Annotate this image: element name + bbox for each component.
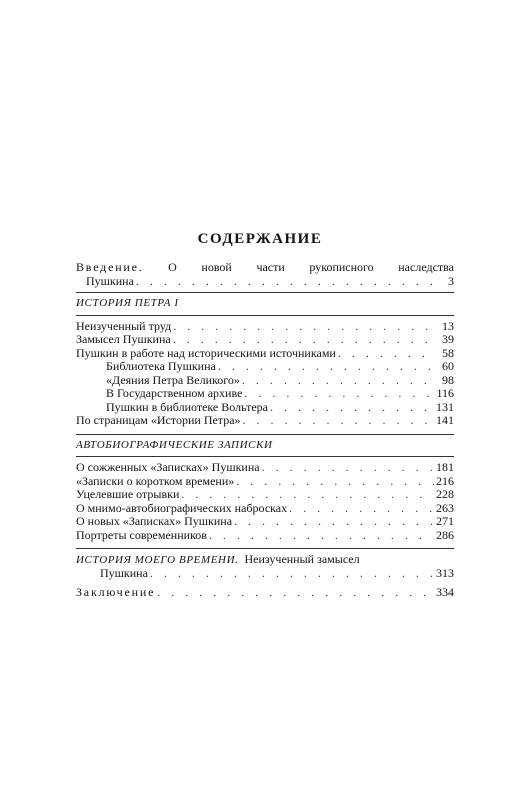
toc-entry-label: По страницам «Истории Петра» [76,413,241,427]
section-heading: ИСТОРИЯ МОЕГО ВРЕМЕНИ. [76,554,239,566]
leader-dots [243,414,434,428]
toc-entry[interactable] [76,320,454,334]
toc-entry-page: 141 [436,413,454,427]
toc-entry-page: 216 [436,473,454,488]
toc-entry-page: 116 [436,386,454,400]
toc-entry-page: 313 [436,565,454,580]
toc-entry-label: Пушкина [86,273,134,288]
leader-dots [242,374,434,388]
toc-entry-page: 98 [442,372,454,387]
toc-entry-label: Неизученный труд [76,318,172,333]
leader-dots [338,347,434,361]
toc-entry-page: 263 [436,500,454,515]
toc-entry-page: 13 [442,318,454,333]
toc-entry-label: Пушкина [100,565,148,580]
leader-dots [289,502,434,516]
toc-entry-label: «Записки о коротком времени» [76,473,235,488]
toc-entry-label: Замысел Пушкина [76,332,171,346]
toc-entry[interactable] [76,515,454,529]
toc-entry[interactable] [76,461,454,475]
toc-entry-page: 228 [436,487,454,501]
leader-dots [150,567,434,581]
leader-dots [270,401,434,415]
table-of-contents [76,261,454,600]
section-heading: АВТОБИОГРАФИЧЕСКИЕ ЗАПИСКИ [76,438,273,451]
toc-entry[interactable] [76,374,454,388]
toc-entry-intro[interactable] [76,275,454,289]
toc-entry[interactable] [76,502,454,516]
toc-entry-label: О новых «Записках» Пушкина [76,514,233,528]
toc-entry-label: Уцелевшие отрывки [76,487,180,501]
section-divider [76,292,454,293]
toc-entry[interactable] [76,347,454,361]
toc-entry[interactable] [76,360,454,374]
leader-dots [209,529,434,543]
toc-entry-page: 60 [442,359,454,373]
toc-entry-page: 58 [442,345,454,360]
section-divider [76,548,454,549]
toc-entry-page: 286 [436,527,454,542]
leader-dots [136,275,434,289]
leader-dots [234,515,434,529]
leader-dots [236,475,434,489]
toc-entry-page: 39 [442,332,454,346]
leader-dots [262,461,434,475]
leader-dots [244,387,434,401]
toc-intro-line [76,261,454,275]
leader-dots [218,360,434,374]
section-divider [76,315,454,316]
toc-entry-label: Заключение [76,585,156,599]
toc-entry[interactable] [76,401,454,415]
section-heading: ИСТОРИЯ ПЕТРА I [76,297,179,309]
page-title: СОДЕРЖАНИЕ [197,231,323,247]
toc-entry[interactable] [76,333,454,347]
toc-entry-page: 334 [436,585,454,599]
leader-dots [173,333,434,347]
toc-entry[interactable] [76,414,454,428]
toc-entry[interactable] [76,488,454,502]
toc-intro-text: О новой части рукописного наследства [168,260,454,274]
toc-entry-label: О сожженных «Записках» Пушкина [76,460,260,474]
leader-dots [181,488,434,502]
toc-entry[interactable] [76,475,454,489]
toc-history-text: Неизученный замысел [244,552,360,566]
toc-entry-label: Библиотека Пушкина [106,359,216,373]
toc-history-line [76,553,454,567]
toc-entry-page: 131 [436,399,454,414]
toc-entry-label: «Деяния Петра Великого» [106,372,240,387]
toc-entry-label: Пушкин в библиотеке Вольтера [106,399,269,414]
toc-entry-page: 3 [448,273,454,288]
toc-intro-prefix: Введение. [76,260,144,274]
toc-entry-label: Портреты современников [76,527,207,542]
toc-entry-history[interactable] [76,567,454,581]
leader-dots [157,586,434,600]
toc-entry-conclusion[interactable] [76,586,454,600]
toc-entry-label: О мнимо-автобиографических набросках [76,500,288,515]
toc-entry[interactable] [76,529,454,543]
toc-entry-label: В Государственном архиве [106,386,243,400]
leader-dots [173,320,434,334]
toc-entry-page: 181 [436,460,454,474]
toc-entry-page: 271 [436,514,454,528]
toc-entry[interactable] [76,387,454,401]
section-divider [76,434,454,435]
toc-entry-label: Пушкин в работе над историческими источниками [76,345,336,360]
section-divider [76,456,454,457]
